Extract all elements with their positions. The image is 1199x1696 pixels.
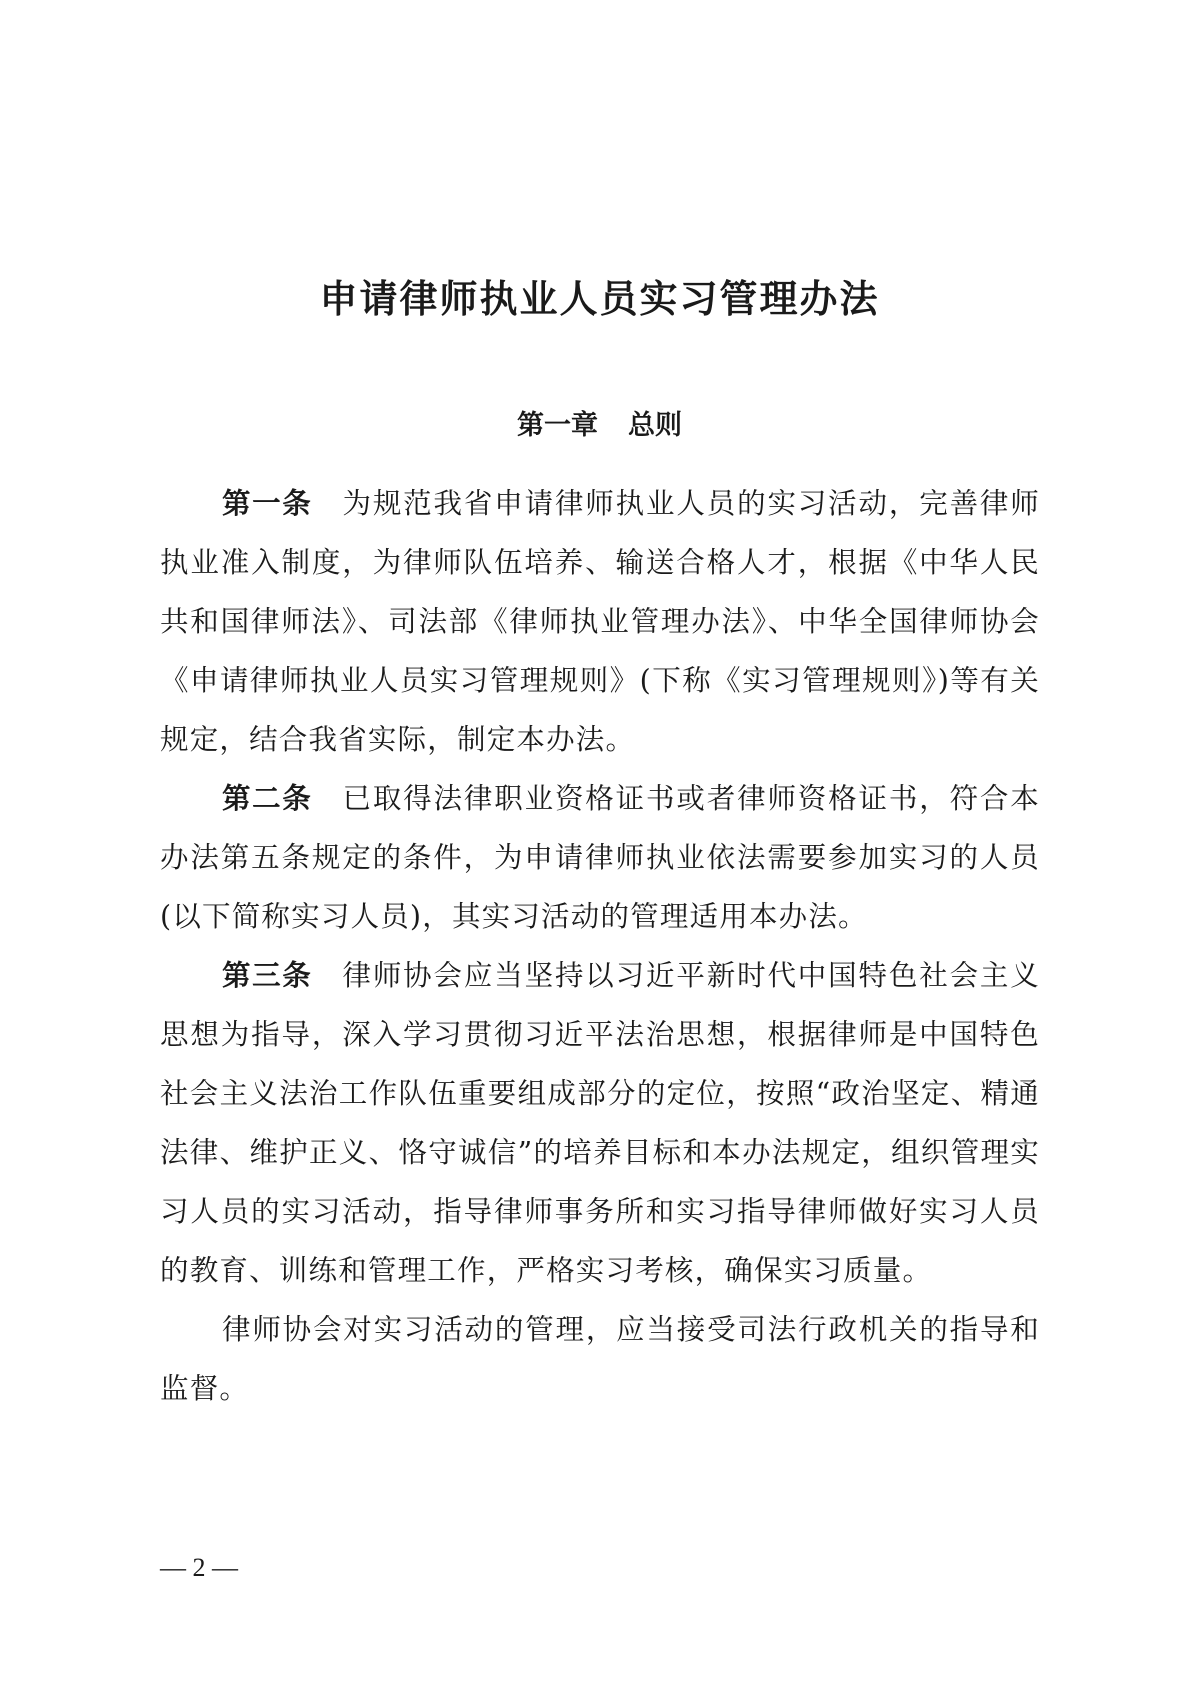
article-2-text: 已取得法律职业资格证书或者律师资格证书，符合本办法第五条规定的条件，为申请律师执业依法需要参加实习的人员(以下简称实习人员)，其实习活动的管理适用本办法。 (160, 782, 1040, 933)
article-3 (160, 946, 1040, 1300)
article-2 (160, 769, 1040, 946)
document-title: 申请律师执业人员实习管理办法 (319, 277, 880, 321)
article-3-label: 第三条 (222, 959, 313, 992)
chapter-number: 第一章 (517, 410, 598, 441)
chapter-heading (0, 403, 1199, 442)
article-1-label: 第一条 (222, 487, 313, 520)
article-1-text: 为规范我省申请律师执业人员的实习活动，完善律师执业准入制度，为律师队伍培养、输送合格人才，根据《中华人民共和国律师法》、司法部《律师执业管理办法》、中华全国律师协会《申请律师执业人员实习管理规则》(下称《实习管理规则》)等有关规定，结合我省实际，制定本办法。 (160, 487, 1040, 756)
article-1 (160, 474, 1040, 769)
article-3-text: 律师协会应当坚持以习近平新时代中国特色社会主义思想为指导，深入学习贯彻习近平法治思想，根据律师是中国特色社会主义法治工作队伍重要组成部分的定位，按照“政治坚定、精通法律、维护正义、恪守诚信”的培养目标和本办法规定，组织管理实习人员的实习活动，指导律师事务所和实习指导律师做好实习人员的教育、训练和管理工作，严格实习考核，确保实习质量。 (160, 959, 1040, 1287)
article-2-label: 第二条 (222, 782, 313, 815)
chapter-name: 总则 (628, 410, 682, 441)
page-number: — 2 — (160, 1553, 238, 1582)
article-3-supplement: 律师协会对实习活动的管理，应当接受司法行政机关的指导和监督。 (160, 1313, 1040, 1405)
document-body (160, 474, 1040, 1418)
